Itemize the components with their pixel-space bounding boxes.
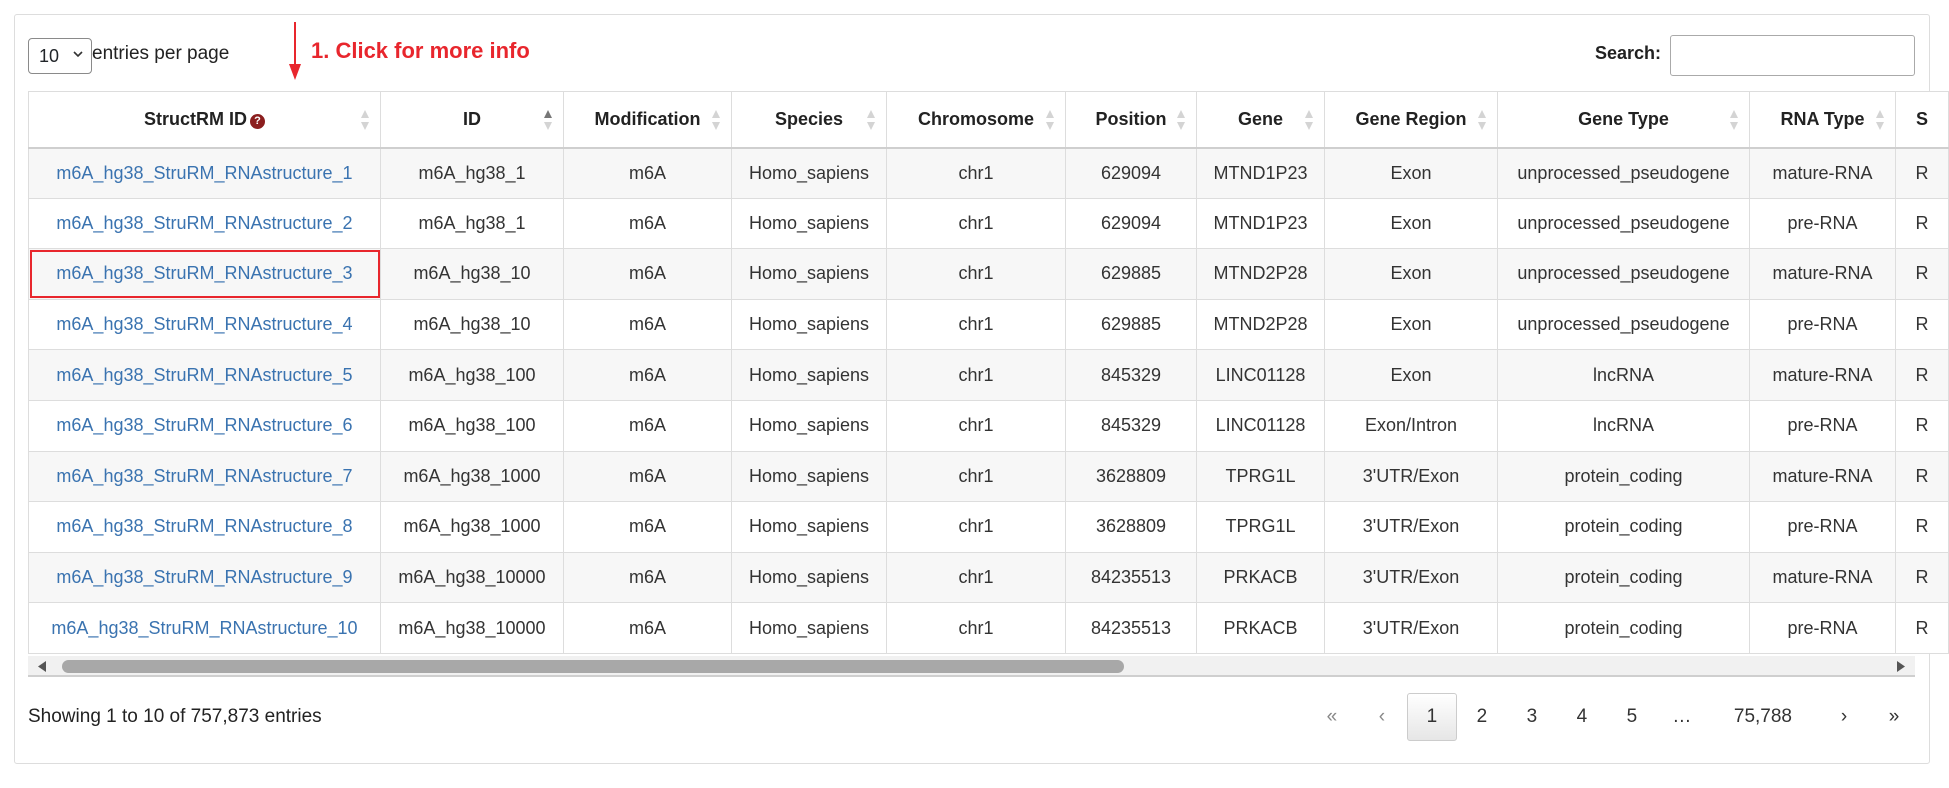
cell-chromosome: chr1: [887, 400, 1066, 451]
cell-rna-type: mature-RNA: [1750, 451, 1896, 502]
cell-chromosome: chr1: [887, 299, 1066, 350]
column-header-species[interactable]: [732, 92, 887, 148]
pagination-button[interactable]: »: [1888, 706, 1900, 727]
cell-position: 3628809: [1066, 451, 1197, 502]
annotation-arrow-icon: [286, 22, 304, 82]
cell-gene: LINC01128: [1197, 400, 1325, 451]
cell-species: Homo_sapiens: [732, 299, 887, 350]
data-table: [28, 91, 1949, 654]
cell-chromosome: chr1: [887, 148, 1066, 199]
cell-gene-region: 3'UTR/Exon: [1325, 502, 1498, 553]
cell-id: m6A_hg38_10: [381, 299, 564, 350]
cell-gene-type: unprocessed_pseudogene: [1498, 299, 1750, 350]
table-body: [29, 148, 1949, 654]
table-header-row: [29, 92, 1949, 148]
sort-icon[interactable]: [1176, 108, 1186, 132]
cell-gene-type: unprocessed_pseudogene: [1498, 198, 1750, 249]
cell-id: m6A_hg38_1000: [381, 451, 564, 502]
cell-s: R: [1896, 603, 1949, 654]
column-header-label: Modification: [594, 108, 701, 129]
cell-rna-type: pre-RNA: [1750, 198, 1896, 249]
cell-position: 84235513: [1066, 603, 1197, 654]
cell-s: R: [1896, 502, 1949, 553]
cell-id: m6A_hg38_10: [381, 249, 564, 300]
chevron-down-icon: [73, 49, 83, 59]
pagination-button[interactable]: ‹: [1378, 706, 1386, 727]
cell-gene: MTND1P23: [1197, 148, 1325, 199]
cell-gene: LINC01128: [1197, 350, 1325, 401]
column-header-label: Gene: [1237, 108, 1284, 129]
cell-gene: TPRG1L: [1197, 451, 1325, 502]
structrm-id-link[interactable]: m6A_hg38_StruRM_RNAstructure_7: [29, 451, 381, 502]
pagination-button[interactable]: 5: [1626, 706, 1638, 727]
cell-rna-type: pre-RNA: [1750, 400, 1896, 451]
table-row: [29, 350, 1949, 401]
column-header-label: Species: [774, 108, 844, 129]
cell-position: 845329: [1066, 400, 1197, 451]
scroll-left-icon[interactable]: [37, 661, 47, 672]
structrm-id-link[interactable]: m6A_hg38_StruRM_RNAstructure_5: [29, 350, 381, 401]
cell-gene-type: protein_coding: [1498, 451, 1750, 502]
search-input[interactable]: [1670, 35, 1915, 76]
column-header-gene-type[interactable]: [1498, 92, 1750, 148]
cell-position: 629094: [1066, 148, 1197, 199]
cell-s: R: [1896, 350, 1949, 401]
sort-icon[interactable]: [1304, 108, 1314, 132]
table-row: [29, 299, 1949, 350]
cell-modification: m6A: [564, 502, 732, 553]
cell-modification: m6A: [564, 198, 732, 249]
cell-id: m6A_hg38_10000: [381, 603, 564, 654]
cell-position: 3628809: [1066, 502, 1197, 553]
cell-s: R: [1896, 198, 1949, 249]
column-header-label: StructRM ID: [144, 108, 247, 129]
table-row: [29, 198, 1949, 249]
sort-icon[interactable]: [1875, 108, 1885, 132]
cell-gene-region: 3'UTR/Exon: [1325, 552, 1498, 603]
cell-gene-region: Exon: [1325, 350, 1498, 401]
cell-gene-region: 3'UTR/Exon: [1325, 603, 1498, 654]
column-header-label: S: [1915, 108, 1928, 129]
table-row: [29, 552, 1949, 603]
cell-chromosome: chr1: [887, 350, 1066, 401]
table-row: [29, 148, 1949, 199]
cell-modification: m6A: [564, 249, 732, 300]
cell-rna-type: mature-RNA: [1750, 148, 1896, 199]
sort-icon[interactable]: [543, 108, 553, 132]
annotation-text: 1. Click for more info: [311, 38, 530, 63]
table-row: [29, 603, 1949, 654]
cell-chromosome: chr1: [887, 249, 1066, 300]
cell-gene-type: lncRNA: [1498, 350, 1750, 401]
cell-modification: m6A: [564, 350, 732, 401]
cell-species: Homo_sapiens: [732, 603, 887, 654]
cell-id: m6A_hg38_1: [381, 198, 564, 249]
structrm-id-link[interactable]: m6A_hg38_StruRM_RNAstructure_9: [29, 552, 381, 603]
cell-rna-type: mature-RNA: [1750, 552, 1896, 603]
structrm-id-link[interactable]: m6A_hg38_StruRM_RNAstructure_2: [29, 198, 381, 249]
cell-species: Homo_sapiens: [732, 148, 887, 199]
cell-id: m6A_hg38_1000: [381, 502, 564, 553]
scrollbar-thumb[interactable]: [62, 660, 1124, 673]
entries-per-page-value: 10: [39, 45, 60, 66]
scroll-right-icon[interactable]: [1896, 661, 1906, 672]
pagination-button[interactable]: 1: [1407, 693, 1457, 741]
cell-gene: PRKACB: [1197, 603, 1325, 654]
column-header-id[interactable]: [381, 92, 564, 148]
cell-position: 629885: [1066, 249, 1197, 300]
cell-gene: MTND1P23: [1197, 198, 1325, 249]
cell-gene-region: Exon: [1325, 148, 1498, 199]
sort-icon[interactable]: [360, 108, 370, 132]
cell-species: Homo_sapiens: [732, 400, 887, 451]
cell-modification: m6A: [564, 451, 732, 502]
cell-gene-type: unprocessed_pseudogene: [1498, 249, 1750, 300]
cell-position: 629885: [1066, 299, 1197, 350]
cell-s: R: [1896, 400, 1949, 451]
sort-icon[interactable]: [1045, 108, 1055, 132]
help-icon[interactable]: ?: [250, 114, 265, 129]
structrm-id-link[interactable]: m6A_hg38_StruRM_RNAstructure_6: [29, 400, 381, 451]
column-header-gene[interactable]: [1197, 92, 1325, 148]
cell-gene-type: protein_coding: [1498, 502, 1750, 553]
cell-s: R: [1896, 249, 1949, 300]
entries-per-page-select[interactable]: [28, 38, 92, 74]
cell-species: Homo_sapiens: [732, 249, 887, 300]
structrm-id-link[interactable]: m6A_hg38_StruRM_RNAstructure_3: [29, 249, 381, 300]
structrm-id-link[interactable]: m6A_hg38_StruRM_RNAstructure_1: [29, 148, 381, 199]
horizontal-scrollbar[interactable]: [28, 656, 1915, 677]
column-header-modification[interactable]: [564, 92, 732, 148]
cell-position: 84235513: [1066, 552, 1197, 603]
cell-gene: MTND2P28: [1197, 299, 1325, 350]
table-scroll-area: [28, 91, 1929, 656]
pagination-button[interactable]: ›: [1840, 706, 1848, 727]
cell-modification: m6A: [564, 400, 732, 451]
pagination-button[interactable]: 2: [1476, 706, 1488, 727]
table-info: Showing 1 to 10 of 757,873 entries: [28, 706, 322, 727]
cell-gene: PRKACB: [1197, 552, 1325, 603]
cell-gene: MTND2P28: [1197, 249, 1325, 300]
cell-position: 629094: [1066, 198, 1197, 249]
cell-chromosome: chr1: [887, 198, 1066, 249]
sort-icon[interactable]: [1729, 108, 1739, 132]
column-header-label: ID: [463, 108, 481, 129]
cell-rna-type: pre-RNA: [1750, 502, 1896, 553]
column-header-label: Position: [1095, 108, 1167, 129]
cell-rna-type: mature-RNA: [1750, 350, 1896, 401]
structrm-id-link[interactable]: m6A_hg38_StruRM_RNAstructure_8: [29, 502, 381, 553]
cell-species: Homo_sapiens: [732, 502, 887, 553]
entries-per-page-label: entries per page: [92, 43, 230, 64]
cell-chromosome: chr1: [887, 603, 1066, 654]
cell-gene-type: protein_coding: [1498, 552, 1750, 603]
cell-modification: m6A: [564, 148, 732, 199]
cell-gene-region: Exon/Intron: [1325, 400, 1498, 451]
cell-chromosome: chr1: [887, 502, 1066, 553]
table-row: [29, 502, 1949, 553]
cell-id: m6A_hg38_100: [381, 350, 564, 401]
cell-gene-type: protein_coding: [1498, 603, 1750, 654]
column-header-gene-region[interactable]: [1325, 92, 1498, 148]
table-row: [29, 400, 1949, 451]
cell-gene-type: lncRNA: [1498, 400, 1750, 451]
cell-species: Homo_sapiens: [732, 451, 887, 502]
cell-modification: m6A: [564, 552, 732, 603]
cell-species: Homo_sapiens: [732, 552, 887, 603]
column-header-structrm-id[interactable]: [29, 92, 381, 148]
cell-chromosome: chr1: [887, 451, 1066, 502]
cell-chromosome: chr1: [887, 552, 1066, 603]
column-header-label: RNA Type: [1780, 108, 1865, 129]
cell-gene-region: 3'UTR/Exon: [1325, 451, 1498, 502]
column-header-position[interactable]: [1066, 92, 1197, 148]
search-label: Search:: [1595, 43, 1662, 63]
cell-rna-type: pre-RNA: [1750, 299, 1896, 350]
pagination: [1307, 693, 1919, 741]
pagination-ellipsis: …: [1672, 706, 1692, 727]
cell-gene-region: Exon: [1325, 299, 1498, 350]
cell-s: R: [1896, 552, 1949, 603]
cell-gene-region: Exon: [1325, 198, 1498, 249]
sort-icon[interactable]: [711, 108, 721, 132]
cell-gene: TPRG1L: [1197, 502, 1325, 553]
cell-species: Homo_sapiens: [732, 350, 887, 401]
cell-s: R: [1896, 451, 1949, 502]
sort-icon[interactable]: [1477, 108, 1487, 132]
table-row: [29, 249, 1949, 300]
cell-rna-type: pre-RNA: [1750, 603, 1896, 654]
table-row: [29, 451, 1949, 502]
column-header-s[interactable]: [1896, 92, 1949, 148]
cell-gene-region: Exon: [1325, 249, 1498, 300]
cell-rna-type: mature-RNA: [1750, 249, 1896, 300]
cell-id: m6A_hg38_10000: [381, 552, 564, 603]
structrm-id-link[interactable]: m6A_hg38_StruRM_RNAstructure_4: [29, 299, 381, 350]
pagination-button[interactable]: 75,788: [1733, 706, 1792, 727]
column-header-chromosome[interactable]: [887, 92, 1066, 148]
cell-position: 845329: [1066, 350, 1197, 401]
cell-gene-type: unprocessed_pseudogene: [1498, 148, 1750, 199]
sort-icon[interactable]: [866, 108, 876, 132]
pagination-button[interactable]: 4: [1576, 706, 1588, 727]
cell-id: m6A_hg38_1: [381, 148, 564, 199]
pagination-button[interactable]: 3: [1526, 706, 1538, 727]
column-header-rna-type[interactable]: [1750, 92, 1896, 148]
column-header-label: Chromosome: [917, 108, 1034, 129]
cell-modification: m6A: [564, 299, 732, 350]
column-header-label: Gene Region: [1355, 108, 1467, 129]
pagination-button[interactable]: «: [1326, 706, 1338, 727]
cell-id: m6A_hg38_100: [381, 400, 564, 451]
structrm-id-link[interactable]: m6A_hg38_StruRM_RNAstructure_10: [29, 603, 381, 654]
cell-s: R: [1896, 299, 1949, 350]
column-header-label: Gene Type: [1578, 108, 1669, 129]
cell-species: Homo_sapiens: [732, 198, 887, 249]
cell-s: R: [1896, 148, 1949, 199]
cell-modification: m6A: [564, 603, 732, 654]
